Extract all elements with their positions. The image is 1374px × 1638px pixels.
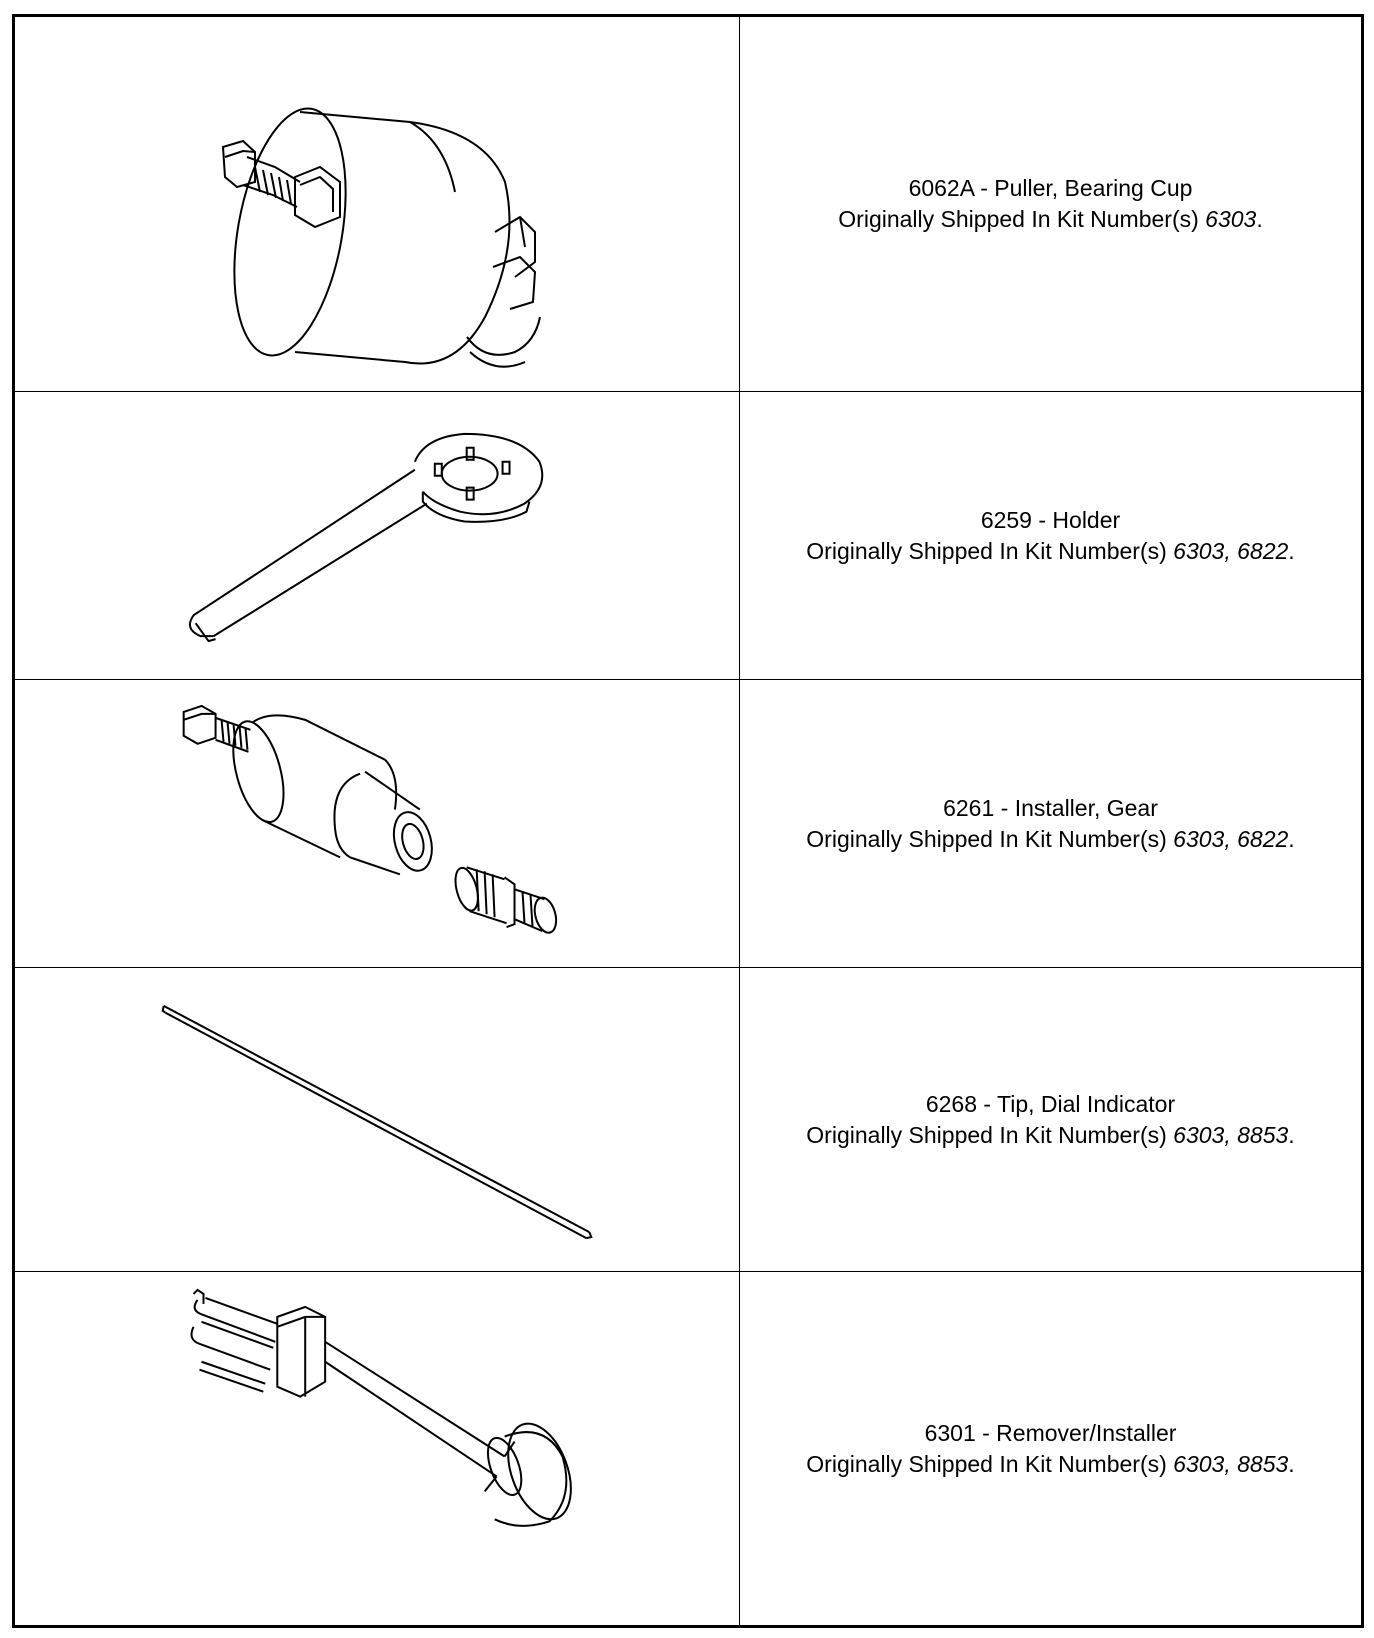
kit-line [838, 204, 1262, 235]
gear-installer-illustration [15, 680, 740, 967]
image-cell [15, 1272, 740, 1625]
table-row [15, 679, 1361, 967]
kit-line [806, 824, 1294, 855]
description-cell [740, 680, 1361, 967]
table-row [15, 391, 1361, 679]
kit-line [806, 536, 1294, 567]
kit-suffix: . [1288, 1121, 1295, 1148]
table-row [15, 967, 1361, 1271]
bearing-cup-puller-illustration [15, 17, 740, 391]
remover-installer-illustration [15, 1272, 740, 1625]
kit-numbers: 6303, 8853 [1173, 1121, 1289, 1148]
kit-line [806, 1449, 1294, 1480]
kit-numbers: 6303, 6822 [1173, 537, 1289, 564]
kit-suffix: . [1288, 1450, 1295, 1477]
kit-suffix: . [1256, 206, 1263, 232]
kit-numbers: 6303 [1205, 206, 1257, 232]
tool-title: 6261 - Installer, Gear [943, 794, 1158, 821]
table-row [15, 1271, 1361, 1625]
table-row [15, 17, 1361, 391]
kit-prefix: Originally Shipped In Kit Number(s) [806, 1450, 1174, 1477]
tool-title: 6268 - Tip, Dial Indicator [925, 1090, 1176, 1117]
tool-title: 6062A - Puller, Bearing Cup [908, 175, 1193, 201]
kit-prefix: Originally Shipped In Kit Number(s) [838, 206, 1206, 232]
kit-prefix: Originally Shipped In Kit Number(s) [806, 1121, 1174, 1148]
description-cell [740, 1272, 1361, 1625]
kit-line [806, 1120, 1294, 1151]
tool-title: 6301 - Remover/Installer [924, 1419, 1177, 1446]
description-cell [740, 968, 1361, 1271]
tool-table [12, 14, 1364, 1628]
kit-prefix: Originally Shipped In Kit Number(s) [806, 825, 1174, 852]
kit-suffix: . [1288, 537, 1295, 564]
description-cell [740, 392, 1361, 679]
kit-prefix: Originally Shipped In Kit Number(s) [806, 537, 1174, 564]
kit-numbers: 6303, 8853 [1173, 1450, 1289, 1477]
kit-numbers: 6303, 6822 [1173, 825, 1289, 852]
image-cell [15, 17, 740, 391]
holder-wrench-illustration [15, 392, 740, 679]
dial-indicator-tip-illustration [15, 968, 740, 1271]
kit-suffix: . [1288, 825, 1295, 852]
tool-title: 6259 - Holder [980, 506, 1121, 533]
image-cell [15, 680, 740, 967]
image-cell [15, 968, 740, 1271]
description-cell [740, 17, 1361, 391]
image-cell [15, 392, 740, 679]
